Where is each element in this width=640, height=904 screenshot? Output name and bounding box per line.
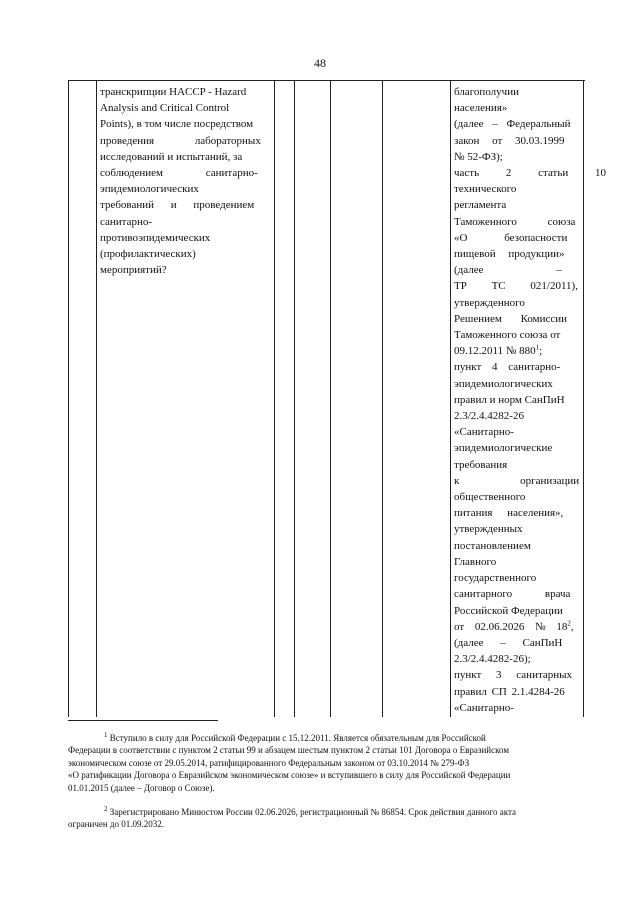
text-fragment: от 02.06.2026 № 18 xyxy=(454,620,568,633)
text-fragment: Вступило в силу для Российской Федерации с 15.12.2011. Является обязательным для Российской xyxy=(109,733,486,743)
footnote-2 xyxy=(68,806,584,831)
text-line: пищевой продукции» xyxy=(454,248,565,261)
footnote-ref: 2 xyxy=(567,619,571,628)
question-cell xyxy=(100,84,272,278)
text-line: Таможенного союза xyxy=(454,215,576,228)
text-line: требования xyxy=(454,458,508,471)
footnote-line: «О ратификации Договора о Евразийском экономическом союзе» и вступившего в силу для Российской Федерации xyxy=(68,770,511,781)
text-line: Главного xyxy=(454,555,497,568)
column-divider xyxy=(450,81,451,717)
text-line: (далее – xyxy=(454,264,562,277)
text-line: правил СП 2.1.4284-26 xyxy=(454,685,565,698)
text-line: требований и проведением xyxy=(100,199,255,212)
text-line: № 52-ФЗ); xyxy=(454,150,503,163)
footnote-line: экономическом союзе от 29.05.2014, ратифицированного Федеральным законом от 03.10.2014 № 279-ФЗ xyxy=(68,757,470,768)
text-line: утвержденных xyxy=(454,523,523,536)
footnote-mark: 2 xyxy=(104,805,108,813)
page-number: 48 xyxy=(314,56,326,70)
footnote-line xyxy=(68,806,584,818)
column-divider xyxy=(330,81,331,717)
text-line: эпидемиологических xyxy=(100,183,199,196)
column-divider xyxy=(382,81,383,717)
text-line: утвержденного xyxy=(454,296,525,309)
text-line: закон от 30.03.1999 xyxy=(454,134,565,147)
text-line: санитарного врача xyxy=(454,588,571,601)
text-line: правил и норм СанПиН xyxy=(454,393,565,406)
text-fragment: ; xyxy=(539,345,543,358)
text-line: Российской Федерации xyxy=(454,604,563,617)
text-line: регламента xyxy=(454,199,507,212)
text-line: общественного xyxy=(454,491,526,504)
text-line: государственного xyxy=(454,572,537,585)
text-line: (профилактических) xyxy=(100,248,196,261)
text-line: (далее – Федеральный xyxy=(454,118,571,131)
text-line: пункт 4 санитарно- xyxy=(454,361,561,374)
text-fragment: , xyxy=(570,620,574,633)
text-line: транскрипции HACCP - Hazard xyxy=(100,86,247,98)
text-line: мероприятий? xyxy=(100,264,167,277)
text-line: постановлением xyxy=(454,539,531,552)
text-line: исследований и испытаний, за xyxy=(100,150,243,163)
column-divider xyxy=(96,81,97,717)
footnote-line: 01.01.2015 (далее – Договор о Союзе). xyxy=(68,782,215,793)
text-line: благополучии xyxy=(454,86,519,98)
text-fragment: 09.12.2011 № 880 xyxy=(454,345,536,358)
footnote-line xyxy=(68,732,584,744)
legal-basis-cell xyxy=(454,84,607,716)
footnote-1 xyxy=(68,732,584,794)
text-line: к организации xyxy=(454,474,580,487)
text-line: проведения лабораторных xyxy=(100,134,261,147)
footnote-line: ограничен до 01.09.2032. xyxy=(68,819,164,830)
text-line: Points), в том числе посредством xyxy=(100,118,254,131)
text-line: ТР ТС 021/2011), xyxy=(454,280,578,293)
footnote-line: Федерации в соответствии с пунктом 2 статьи 99 и абзацем шестым пунктом 2 статьи 101 Договора о Евразийском xyxy=(68,745,510,756)
text-line: эпидемиологических xyxy=(454,377,553,390)
text-line xyxy=(454,343,580,359)
text-line: Analysis and Critical Control xyxy=(100,102,230,115)
text-line: соблюдением санитарно- xyxy=(100,167,258,180)
text-fragment: Зарегистрировано Минюстом России 02.06.2026, регистрационный № 86854. Срок действия данного акта xyxy=(109,807,516,817)
text-line: технического xyxy=(454,183,517,196)
text-line: Таможенного союза от xyxy=(454,329,561,342)
text-line: «Санитарно- xyxy=(454,426,514,439)
footnote-ref: 1 xyxy=(535,343,540,352)
text-line: 2.3/2.4.4282-26 xyxy=(454,410,524,423)
column-divider xyxy=(274,81,275,717)
footnote-separator xyxy=(68,720,218,721)
text-line: санитарно- xyxy=(100,215,153,228)
text-line: населения» xyxy=(454,102,508,115)
text-line: часть 2 статьи 10 xyxy=(454,167,607,180)
text-line: (далее – СанПиН xyxy=(454,636,563,649)
text-line: противоэпидемических xyxy=(100,231,211,244)
text-line: 2.3/2.4.4282-26); xyxy=(454,653,531,666)
text-line: «Санитарно- xyxy=(454,701,514,714)
footnote-mark: 1 xyxy=(104,731,108,739)
requirements-table xyxy=(68,80,607,717)
text-line: «О безопасности xyxy=(454,231,568,244)
text-line: эпидемиологические xyxy=(454,442,553,455)
text-line: Решением Комиссии xyxy=(454,312,568,325)
text-line: питания населения», xyxy=(454,507,564,520)
column-divider xyxy=(294,81,295,717)
text-line: пункт 3 санитарных xyxy=(454,669,573,682)
text-line xyxy=(454,619,580,635)
